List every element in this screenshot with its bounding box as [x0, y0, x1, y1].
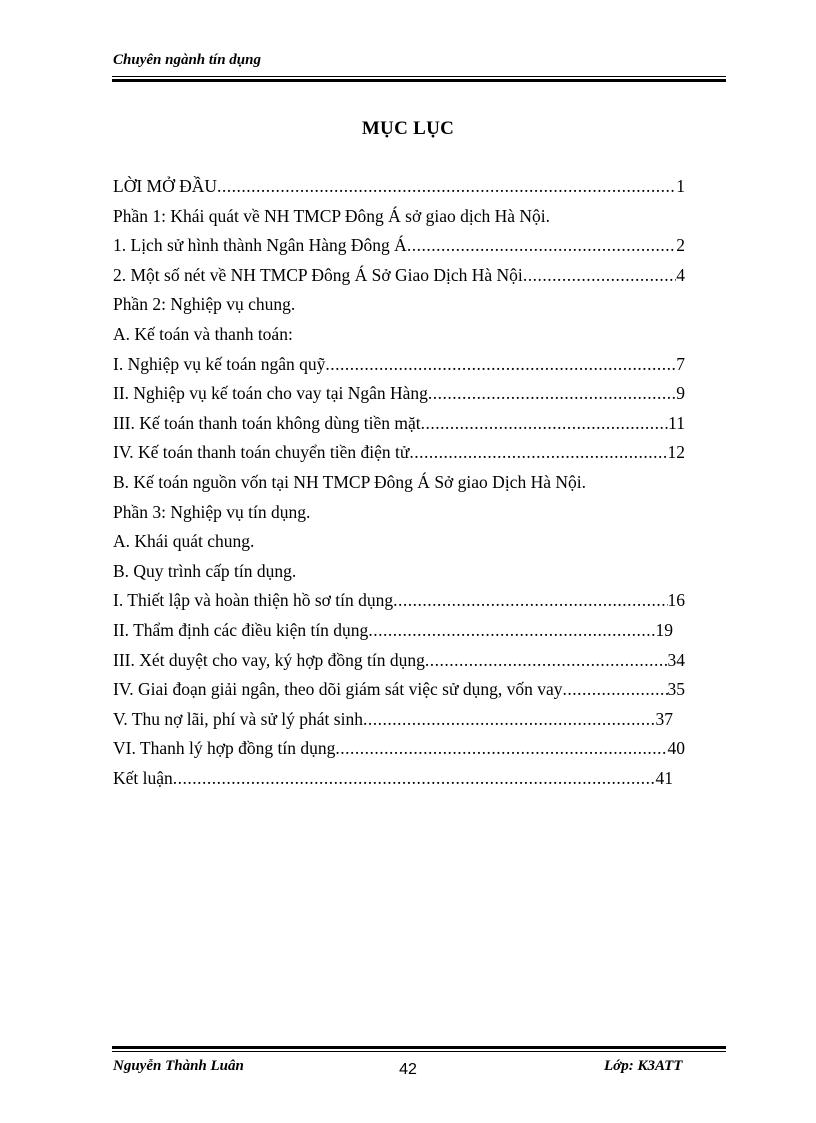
- toc-leader-dots: [368, 616, 655, 646]
- toc-entry: [113, 646, 685, 676]
- toc-entry-page: 4: [676, 264, 685, 285]
- toc-leader-dots: [363, 705, 656, 735]
- toc-entry: [113, 320, 653, 350]
- toc-entry-title: LỜI MỞ ĐẦU: [113, 176, 218, 196]
- toc-entry: [113, 498, 653, 528]
- header-rule-thick: [112, 79, 726, 82]
- toc-entry: [113, 290, 653, 320]
- toc-entry-page: 9: [676, 383, 685, 404]
- toc-entry-title: V. Thu nợ lãi, phí và sử lý phát sinh: [113, 708, 363, 729]
- footer-class: Lớp: K3ATT: [604, 1058, 683, 1074]
- toc-entry: [113, 616, 673, 646]
- table-of-contents: [113, 172, 685, 793]
- toc-leader-dots: [325, 350, 676, 380]
- toc-entry: [113, 527, 653, 557]
- toc-leader-dots: [421, 409, 669, 439]
- toc-entry-page: 40: [667, 738, 685, 759]
- toc-entry-title: Phần 2: Nghiệp vụ chung.: [113, 294, 296, 315]
- toc-entry-title: A. Khái quát chung.: [113, 531, 255, 552]
- toc-entry-title: Phần 1: Khái quát về NH TMCP Đông Á sở giao dịch Hà Nội.: [113, 205, 550, 226]
- toc-entry-page: 12: [667, 442, 685, 463]
- toc-entry-title: IV. Kế toán thanh toán chuyển tiền điện tử: [113, 442, 410, 463]
- toc-entry: [113, 734, 685, 764]
- toc-entry-title: 1. Lịch sử hình thành Ngân Hàng Đông Á: [113, 235, 407, 256]
- toc-entry-title: VI. Thanh lý hợp đồng tín dụng: [113, 738, 336, 759]
- toc-entry: [113, 705, 673, 735]
- toc-leader-dots: [409, 438, 667, 468]
- toc-entry: [113, 350, 685, 380]
- header-rule-thin: [112, 76, 726, 77]
- toc-entry: [113, 468, 653, 498]
- toc-entry-title: I. Nghiệp vụ kế toán ngân quỹ: [113, 353, 326, 374]
- toc-entry: [113, 438, 685, 468]
- toc-entry-title: I. Thiết lập và hoàn thiện hồ sơ tín dụng: [113, 590, 394, 611]
- toc-leader-dots: [335, 734, 667, 764]
- footer-rule-thin: [112, 1051, 726, 1052]
- toc-entry-page: 11: [668, 412, 685, 433]
- toc-entry: [113, 202, 653, 232]
- toc-entry-title: III. Kế toán thanh toán không dùng tiền mặt: [113, 412, 421, 433]
- toc-entry-title: B. Quy trình cấp tín dụng.: [113, 560, 297, 581]
- toc-leader-dots: [523, 261, 676, 291]
- footer-author: Nguyễn Thành Luân: [113, 1058, 244, 1074]
- toc-leader-dots: [217, 172, 676, 202]
- toc-entry: [113, 172, 685, 202]
- toc-leader-dots: [425, 646, 668, 676]
- toc-entry-title: II. Thẩm định các điều kiện tín dụng: [113, 619, 369, 640]
- toc-entry-title: Kết luận: [113, 767, 173, 788]
- toc-entry-page: 7: [676, 353, 685, 374]
- toc-entry-page: 1: [676, 176, 685, 196]
- toc-entry: [113, 675, 685, 705]
- toc-entry-title: A. Kế toán và thanh toán:: [113, 323, 293, 344]
- toc-entry: [113, 231, 685, 261]
- toc-leader-dots: [173, 764, 656, 794]
- toc-entry-page: 16: [667, 590, 685, 611]
- toc-leader-dots: [563, 675, 668, 705]
- toc-entry-page: 19: [655, 619, 673, 640]
- toc-entry-title: IV. Giai đoạn giải ngân, theo dõi giám sát việc sử dụng, vốn vay: [113, 679, 563, 700]
- toc-entry-title: B. Kế toán nguồn vốn tại NH TMCP Đông Á Sở giao Dịch Hà Nội.: [113, 471, 586, 492]
- toc-entry: [113, 379, 685, 409]
- toc-entry-page: 34: [667, 649, 685, 670]
- footer-rule-thick: [112, 1046, 726, 1049]
- toc-entry-page: 2: [676, 235, 685, 256]
- toc-entry-page: 35: [667, 679, 685, 700]
- running-header: Chuyên ngành tín dụng: [113, 52, 261, 68]
- toc-entry-title: III. Xét duyệt cho vay, ký hợp đồng tín dụng: [113, 649, 425, 670]
- footer-page-number: 42: [399, 1061, 417, 1078]
- toc-leader-dots: [428, 379, 676, 409]
- toc-entry-title: II. Nghiệp vụ kế toán cho vay tại Ngân Hàng: [113, 383, 428, 404]
- toc-entry: [113, 261, 685, 291]
- toc-leader-dots: [393, 586, 667, 616]
- toc-entry-page: 37: [655, 708, 673, 729]
- toc-entry: [113, 557, 653, 587]
- toc-entry-title: Phần 3: Nghiệp vụ tín dụng.: [113, 501, 311, 522]
- toc-entry: [113, 764, 673, 794]
- toc-entry: [113, 586, 685, 616]
- page-title: MỤC LỤC: [361, 118, 455, 139]
- toc-entry: [113, 409, 685, 439]
- toc-entry-page: 41: [655, 767, 673, 788]
- toc-leader-dots: [407, 231, 676, 261]
- toc-entry-title: 2. Một số nét về NH TMCP Đông Á Sở Giao Dịch Hà Nội: [113, 264, 523, 285]
